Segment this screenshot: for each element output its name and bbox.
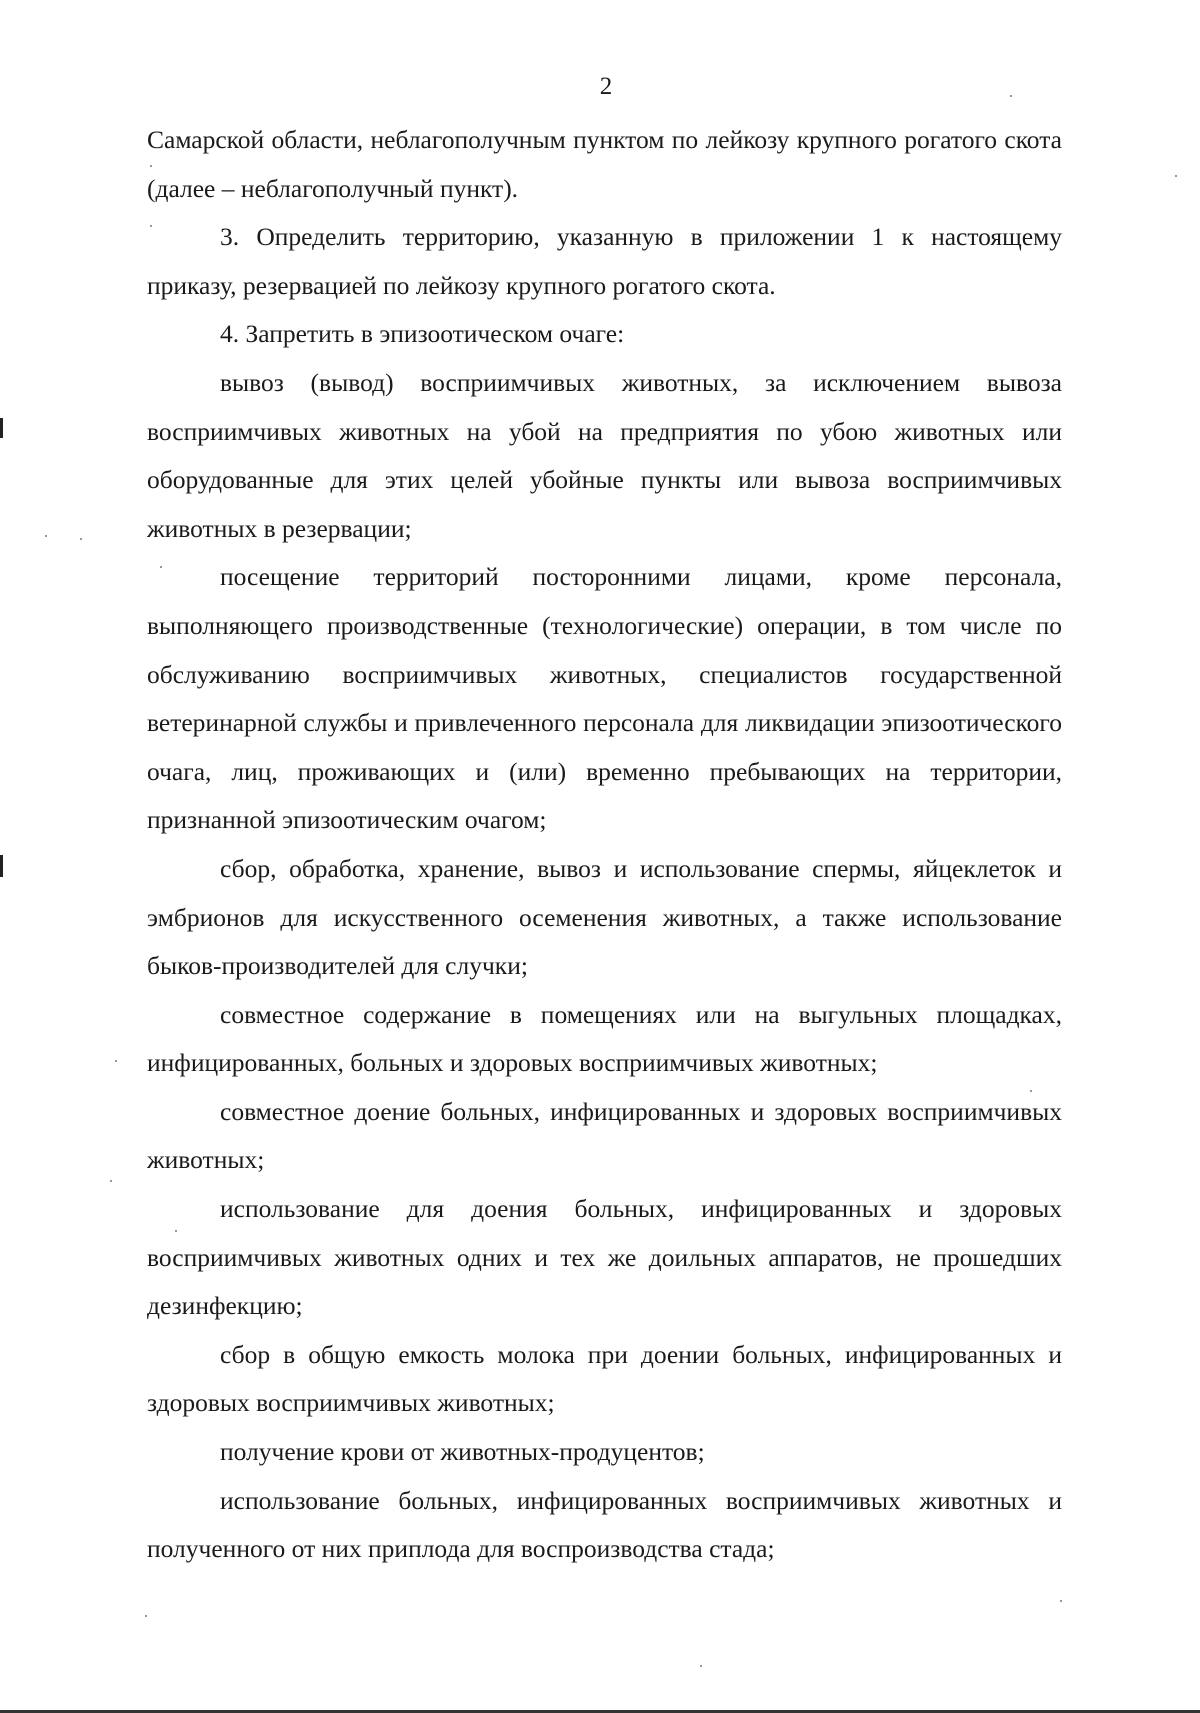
- prohibition-visits: посещение территорий посторонними лицами, кроме персонала, выполняющего производственные (технологические) операции, в том числе по обслуживанию восприимчивых животных, специалистов государственной ветеринарной службы и привлеченного персонала для ликвидации эпизоотического очага, лиц, проживающих и (или) временно пребывающих на территории, признанной эпизоотическим очагом;: [147, 562, 1062, 835]
- scan-speck: [150, 225, 152, 227]
- scan-speck: [160, 566, 162, 568]
- document-body: [147, 116, 1062, 1574]
- scan-edge-mark: [0, 418, 3, 438]
- paragraph-continuation: Самарской области, неблагополучным пунктом по лейкозу крупного рогатого скота (далее – неблагополучный пункт).: [147, 125, 1062, 203]
- scan-speck: [1030, 1090, 1032, 1092]
- scan-speck: [1010, 95, 1012, 97]
- paragraph-item-3: 3. Определить территорию, указанную в приложении 1 к настоящему приказу, резервацией по лейкозу крупного рогатого скота.: [147, 222, 1062, 300]
- scan-speck: [1060, 1600, 1062, 1602]
- page-number: 2: [599, 73, 613, 100]
- prohibition-joint-keeping: совместное содержание в помещениях или на выгульных площадках, инфицированных, больных и здоровых восприимчивых животных;: [147, 999, 1062, 1078]
- scan-speck: [175, 1230, 177, 1232]
- prohibition-semen: сбор, обработка, хранение, вывоз и использование спермы, яйцеклеток и эмбрионов для искусственного осеменения животных, а также использование быков-производителей для случки;: [147, 853, 1062, 981]
- scan-speck: [145, 1615, 147, 1617]
- scan-speck: [150, 165, 152, 167]
- scan-speck: [110, 1180, 112, 1182]
- prohibition-blood: получение крови от животных-продуцентов;: [220, 1437, 705, 1467]
- paragraph-item-4: 4. Запретить в эпизоотическом очаге:: [220, 319, 625, 349]
- prohibition-milking-equipment: использование для доения больных, инфицированных и здоровых восприимчивых животных одних и тех же доильных аппаратов, не прошедших дезинфекцию;: [147, 1194, 1062, 1321]
- prohibition-reproduction: использование больных, инфицированных восприимчивых животных и полученного от них приплода для воспроизводства стада;: [147, 1485, 1062, 1564]
- scan-speck: [700, 1665, 702, 1667]
- prohibition-export: вывоз (вывод) восприимчивых животных, за исключением вывоза восприимчивых животных на убой на предприятия по убою животных или оборудованные для этих целей убойные пункты или вывоза восприимчивых животных в резервации;: [147, 367, 1062, 543]
- scan-speck: [45, 535, 47, 537]
- scan-speck: [115, 1060, 117, 1062]
- prohibition-milk-collection: сбор в общую емкость молока при доении больных, инфицированных и здоровых восприимчивых животных;: [147, 1339, 1062, 1418]
- scan-speck: [80, 538, 82, 540]
- scan-edge-mark: [0, 855, 3, 877]
- prohibition-joint-milking: совместное доение больных, инфицированных и здоровых восприимчивых животных;: [147, 1096, 1062, 1175]
- scan-speck: [1175, 175, 1177, 177]
